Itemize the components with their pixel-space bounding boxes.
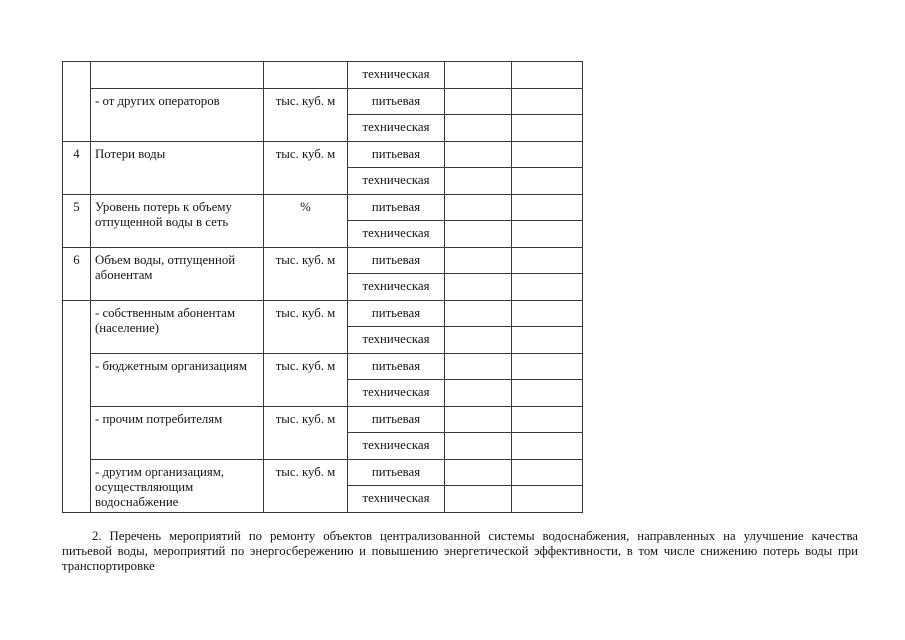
water-type-cell: техническая bbox=[348, 115, 445, 142]
indicator-name-cell: Объем воды, отпущенной абонентам bbox=[91, 247, 264, 300]
value-cell bbox=[445, 194, 512, 221]
water-type-cell: питьевая bbox=[348, 88, 445, 115]
indicator-name-cell bbox=[91, 62, 264, 89]
value-cell bbox=[512, 141, 583, 168]
value-cell bbox=[512, 486, 583, 513]
section-paragraph bbox=[62, 529, 858, 574]
indicator-name-cell: - бюджетным организациям bbox=[91, 353, 264, 406]
row-number-cell: 6 bbox=[63, 247, 91, 300]
value-cell bbox=[445, 486, 512, 513]
water-balance-table bbox=[62, 61, 583, 513]
value-cell bbox=[445, 221, 512, 248]
value-cell bbox=[512, 88, 583, 115]
water-type-cell: техническая bbox=[348, 380, 445, 407]
water-type-cell: техническая bbox=[348, 168, 445, 195]
value-cell bbox=[445, 88, 512, 115]
value-cell bbox=[445, 353, 512, 380]
table-row bbox=[63, 141, 583, 168]
indicator-name-cell: - от других операторов bbox=[91, 88, 264, 141]
row-number-cell bbox=[63, 300, 91, 512]
unit-cell: тыс. куб. м bbox=[264, 353, 348, 406]
unit-cell: тыс. куб. м bbox=[264, 88, 348, 141]
value-cell bbox=[445, 459, 512, 486]
value-cell bbox=[445, 247, 512, 274]
value-cell bbox=[512, 221, 583, 248]
indicator-name-cell: Уровень потерь к объему отпущенной воды в сеть bbox=[91, 194, 264, 247]
value-cell bbox=[445, 406, 512, 433]
row-number-cell: 5 bbox=[63, 194, 91, 247]
table-row bbox=[63, 247, 583, 274]
value-cell bbox=[512, 327, 583, 354]
value-cell bbox=[445, 62, 512, 89]
unit-cell: тыс. куб. м bbox=[264, 459, 348, 512]
value-cell bbox=[512, 194, 583, 221]
indicator-name-cell: - другим организациям, осуществляющим водоснабжение bbox=[91, 459, 264, 512]
water-type-cell: питьевая bbox=[348, 194, 445, 221]
value-cell bbox=[445, 327, 512, 354]
unit-cell: % bbox=[264, 194, 348, 247]
water-type-cell: питьевая bbox=[348, 353, 445, 380]
row-number-cell bbox=[63, 62, 91, 142]
table-row bbox=[63, 353, 583, 380]
paragraph-line: питьевой воды, мероприятий по энергосбережению и повышению энергетической эффективности, в том числе снижению потерь воды при bbox=[62, 544, 858, 558]
table-row bbox=[63, 300, 583, 327]
water-type-cell: техническая bbox=[348, 221, 445, 248]
water-type-cell: техническая bbox=[348, 486, 445, 513]
row-number-cell: 4 bbox=[63, 141, 91, 194]
paragraph-line: 2. Перечень мероприятий по ремонту объектов централизованной системы водоснабжения, направленных на улучшение качества bbox=[92, 529, 858, 543]
value-cell bbox=[512, 406, 583, 433]
unit-cell bbox=[264, 62, 348, 89]
value-cell bbox=[512, 62, 583, 89]
value-cell bbox=[445, 274, 512, 301]
water-type-cell: техническая bbox=[348, 62, 445, 89]
value-cell bbox=[445, 300, 512, 327]
water-type-cell: техническая bbox=[348, 274, 445, 301]
table-row bbox=[63, 406, 583, 433]
unit-cell: тыс. куб. м bbox=[264, 406, 348, 459]
value-cell bbox=[445, 380, 512, 407]
water-type-cell: питьевая bbox=[348, 141, 445, 168]
value-cell bbox=[512, 115, 583, 142]
value-cell bbox=[512, 353, 583, 380]
table-row bbox=[63, 194, 583, 221]
paragraph-line: транспортировке bbox=[62, 559, 155, 573]
unit-cell: тыс. куб. м bbox=[264, 141, 348, 194]
indicator-name-cell: Потери воды bbox=[91, 141, 264, 194]
water-type-cell: питьевая bbox=[348, 406, 445, 433]
value-cell bbox=[512, 433, 583, 460]
value-cell bbox=[445, 168, 512, 195]
water-type-cell: питьевая bbox=[348, 459, 445, 486]
value-cell bbox=[512, 168, 583, 195]
value-cell bbox=[512, 274, 583, 301]
water-type-cell: питьевая bbox=[348, 300, 445, 327]
water-type-cell: техническая bbox=[348, 327, 445, 354]
table-row bbox=[63, 459, 583, 486]
indicator-name-cell: - прочим потребителям bbox=[91, 406, 264, 459]
unit-cell: тыс. куб. м bbox=[264, 247, 348, 300]
water-type-cell: техническая bbox=[348, 433, 445, 460]
indicator-name-cell: - собственным абонентам (население) bbox=[91, 300, 264, 353]
unit-cell: тыс. куб. м bbox=[264, 300, 348, 353]
table-row bbox=[63, 88, 583, 115]
value-cell bbox=[512, 459, 583, 486]
water-type-cell: питьевая bbox=[348, 247, 445, 274]
value-cell bbox=[512, 380, 583, 407]
table-row bbox=[63, 62, 583, 89]
value-cell bbox=[512, 247, 583, 274]
value-cell bbox=[445, 433, 512, 460]
value-cell bbox=[445, 115, 512, 142]
value-cell bbox=[512, 300, 583, 327]
value-cell bbox=[445, 141, 512, 168]
